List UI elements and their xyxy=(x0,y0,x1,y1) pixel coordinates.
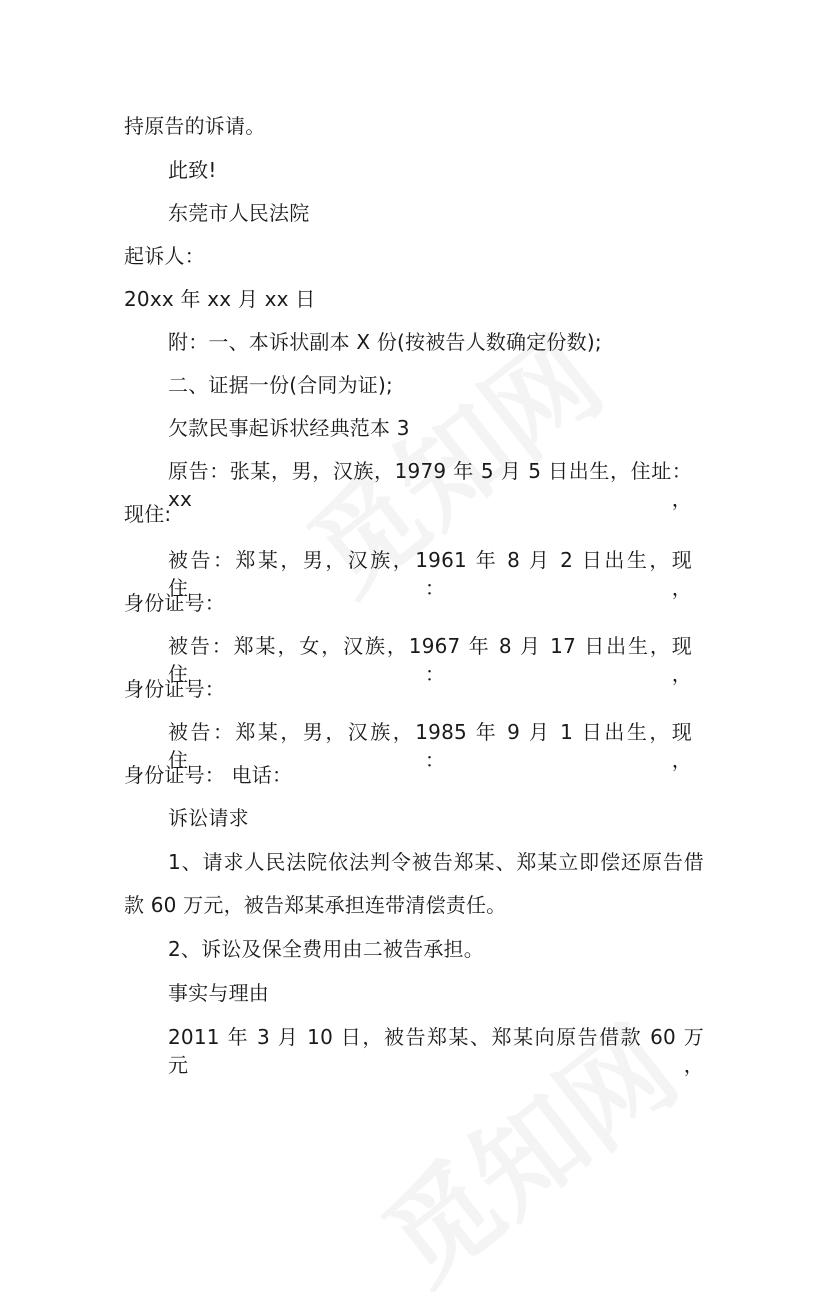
text-line: 款 60 万元，被告郑某承担连带清偿责任。 xyxy=(124,893,507,917)
text-line: 身份证号： xyxy=(124,591,225,615)
text-line: 被告：郑某，男，汉族，1961 年 8 月 2 日出生，现住：， xyxy=(168,548,692,600)
text-line: 持原告的诉请。 xyxy=(124,114,266,138)
text-line: 被告：郑某，女，汉族，1967 年 8 月 17 日出生，现住：， xyxy=(168,634,692,686)
text-line: 原告：张某，男，汉族，1979 年 5 月 5 日出生，住址： xx， xyxy=(168,459,692,511)
section-heading: 诉讼请求 xyxy=(168,806,249,830)
text-line: 2、诉讼及保全费用由二被告承担。 xyxy=(168,937,484,961)
text-line: 起诉人： xyxy=(124,244,205,268)
text-line: 2011 年 3 月 10 日，被告郑某、郑某向原告借款 60 万元， xyxy=(168,1025,704,1077)
text-line: 现住: xyxy=(124,502,172,526)
text-line: 被告：郑某，男，汉族，1985 年 9 月 1 日出生，现住：， xyxy=(168,720,692,772)
text-line: 1、请求人民法院依法判令被告郑某、郑某立即偿还原告借 xyxy=(168,850,704,874)
text-line: 东莞市人民法院 xyxy=(168,201,310,225)
section-title: 欠款民事起诉状经典范本 3 xyxy=(168,416,410,440)
text-line: 附：一、本诉状副本 X 份(按被告人数确定份数); xyxy=(168,330,602,354)
text-line: 二、证据一份(合同为证); xyxy=(168,373,393,397)
section-heading: 事实与理由 xyxy=(168,981,269,1005)
text-line: 身份证号： xyxy=(124,677,225,701)
text-line: 身份证号： 电话： xyxy=(124,763,293,787)
text-line: 20xx 年 xx 月 xx 日 xyxy=(124,287,316,311)
text-line: 此致! xyxy=(168,158,217,182)
